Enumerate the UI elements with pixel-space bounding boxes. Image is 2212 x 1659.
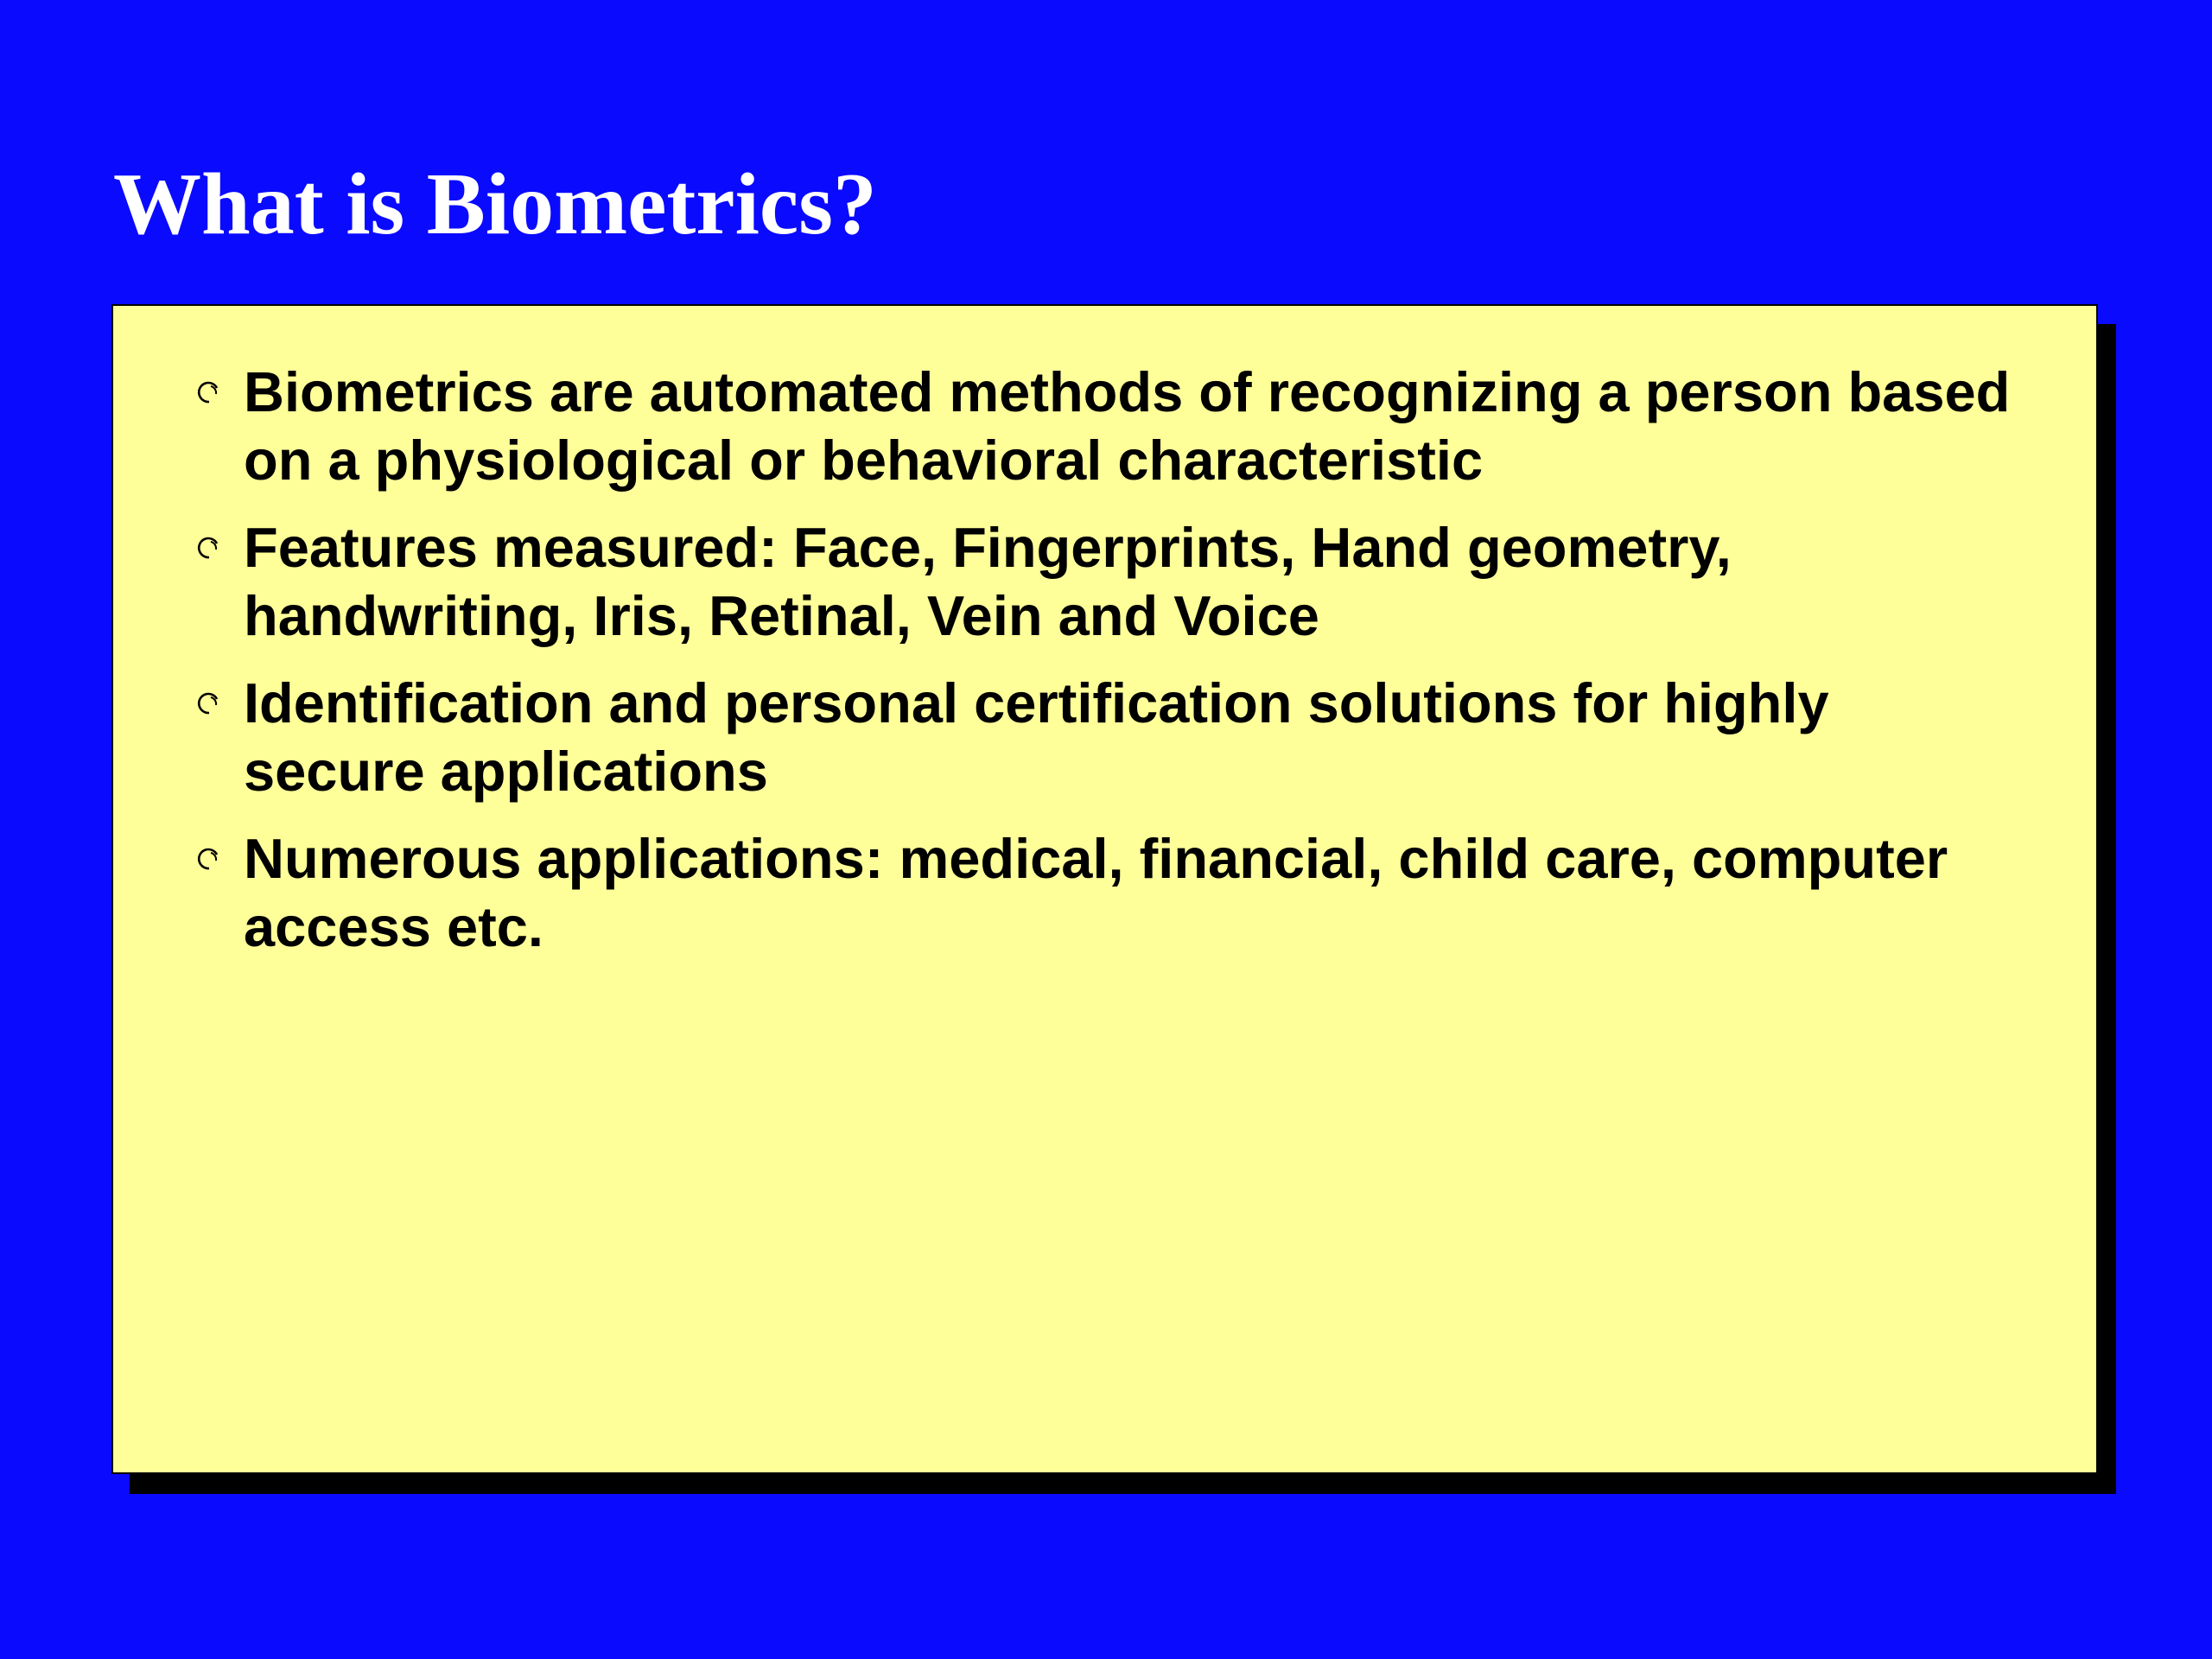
- slide-title: What is Biometrics?: [113, 156, 877, 253]
- bullet-item: [194, 824, 2017, 961]
- open-circle-icon: [196, 846, 222, 872]
- open-circle-icon: [196, 379, 222, 405]
- bullet-text: Identification and personal certification solutions for highly secure applications: [244, 671, 1829, 803]
- open-circle-icon: [196, 535, 222, 561]
- bullet-list: [194, 358, 2017, 980]
- bullet-item: [194, 358, 2017, 494]
- bullet-text: Numerous applications: medical, financial, child care, computer access etc.: [244, 827, 1948, 958]
- bullet-text: Biometrics are automated methods of recognizing a person based on a physiological or behavioral characteristic: [244, 360, 2011, 492]
- bullet-item: [194, 669, 2017, 805]
- bullet-item: [194, 513, 2017, 650]
- open-circle-icon: [196, 690, 222, 716]
- content-box: [111, 304, 2098, 1474]
- bullet-text: Features measured: Face, Fingerprints, Hand geometry, handwriting, Iris, Retinal, Vein and Voice: [244, 516, 1732, 647]
